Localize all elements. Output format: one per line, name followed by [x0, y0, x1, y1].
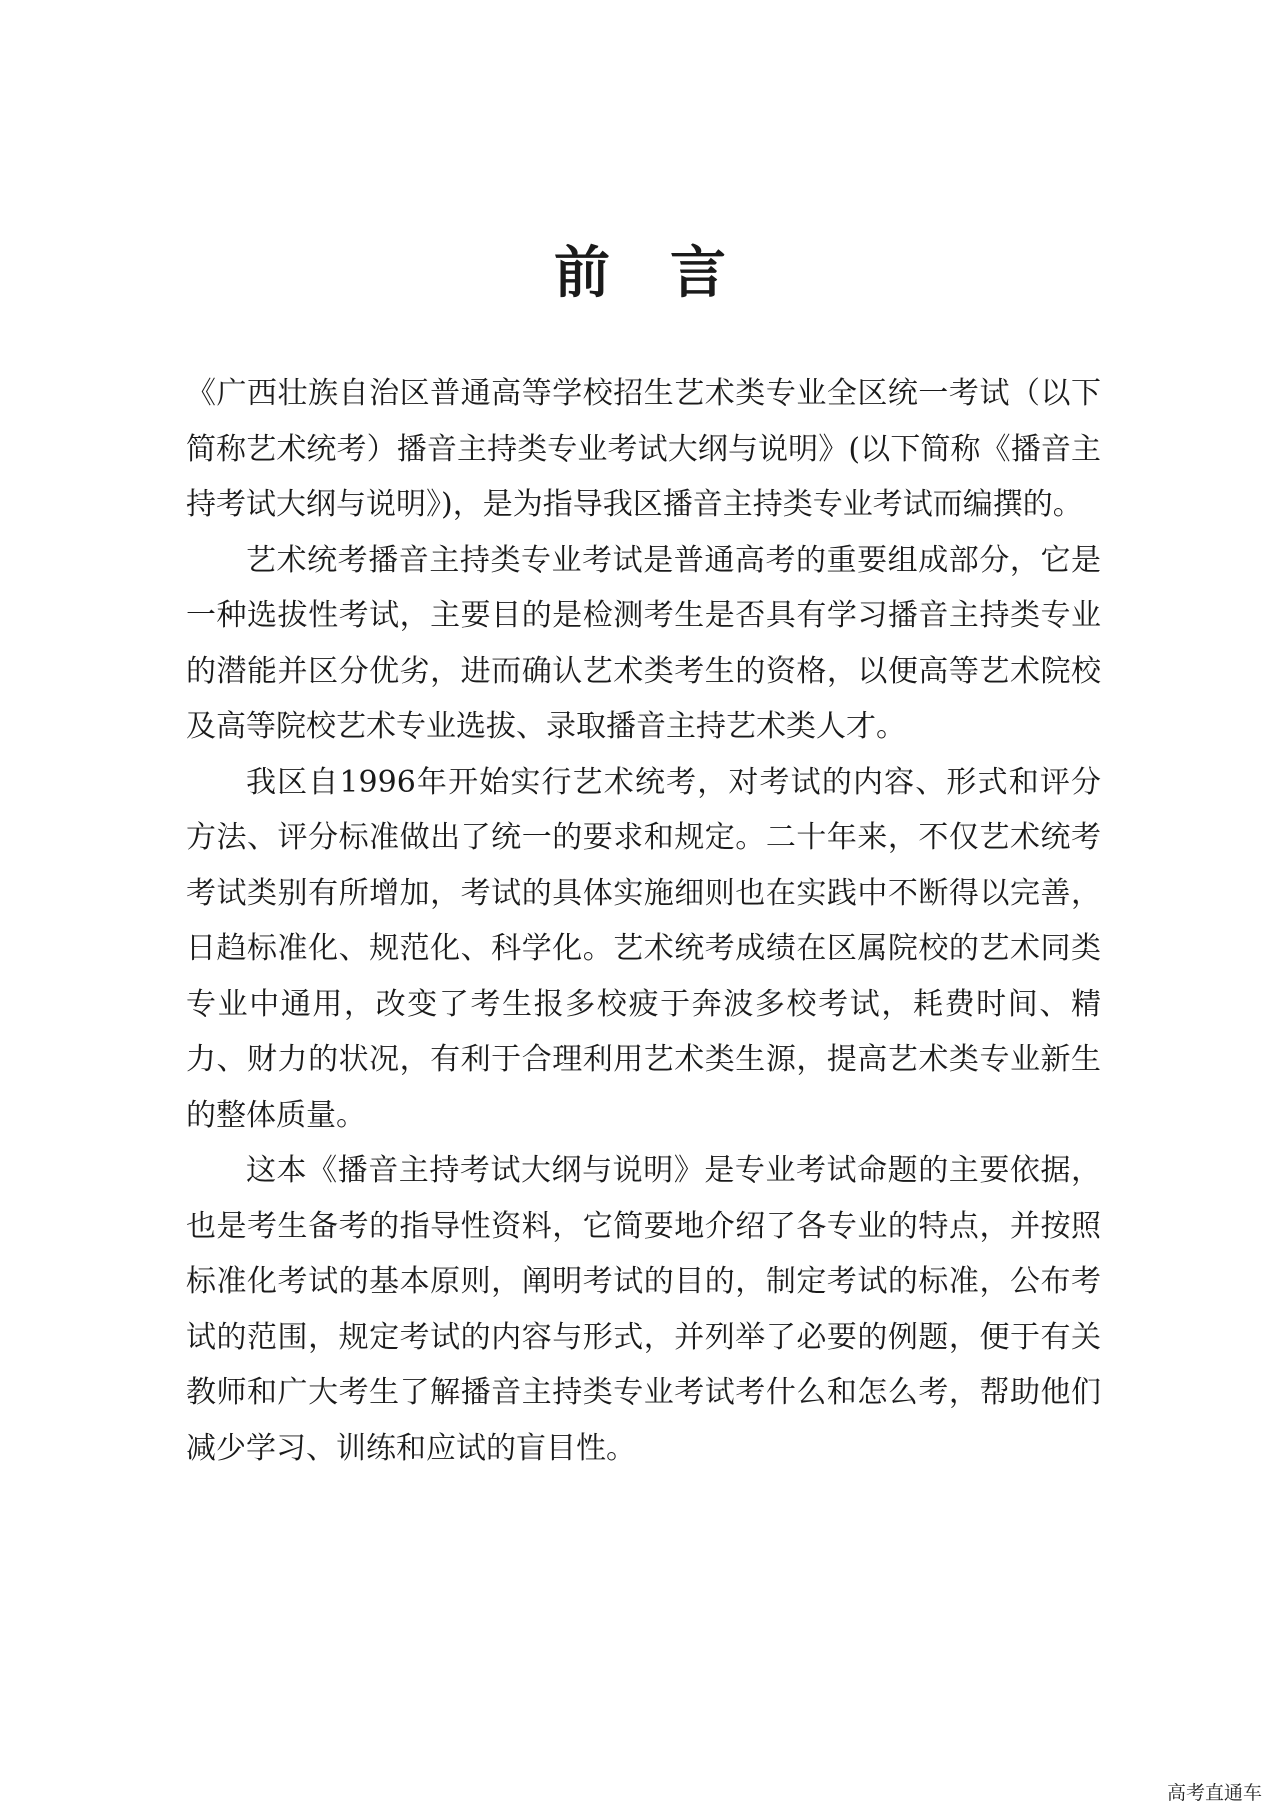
paragraph-4: 这本《播音主持考试大纲与说明》是专业考试命题的主要依据，也是考生备考的指导性资料，它简要地介绍了各专业的特点，并按照标准化考试的基本原则，阐明考试的目的，制定考试的标准，公布考试的范围，规定考试的内容与形式，并列举了必要的例题，便于有关教师和广大考生了解播音主持类专业考试考什么和怎么考，帮助他们减少学习、训练和应试的盲目性。 [186, 1153, 1101, 1466]
page-title: 前言 [554, 240, 786, 306]
paragraph-2: 艺术统考播音主持类专业考试是普通高考的重要组成部分，它是一种选拔性考试，主要目的是检测考生是否具有学习播音主持类专业的潜能并区分优劣，进而确认艺术类考生的资格，以便高等艺术院校及高等院校艺术专业选拔、录取播音主持艺术类人才。 [186, 542, 1101, 744]
paragraph-3: 我区自1996年开始实行艺术统考，对考试的内容、形式和评分方法、评分标准做出了统一的要求和规定。二十年来，不仅艺术统考考试类别有所增加，考试的具体实施细则也在实践中不断得以完善，日趋标准化、规范化、科学化。艺术统考成绩在区属院校的艺术同类专业中通用，改变了考生报多校疲于奔波多校考试，耗费时间、精力、财力的状况，有利于合理利用艺术类生源，提高艺术类专业新生的整体质量。 [186, 764, 1101, 1133]
preface-body [186, 366, 1101, 1476]
watermark-text: 高考直通车 [1166, 1782, 1262, 1804]
paragraph-1: 《广西壮族自治区普通高等学校招生艺术类专业全区统一考试（以下简称艺术统考）播音主持类专业考试大纲与说明》(以下简称《播音主持考试大纲与说明》)，是为指导我区播音主持类专业考试而编撰的。 [186, 376, 1101, 522]
